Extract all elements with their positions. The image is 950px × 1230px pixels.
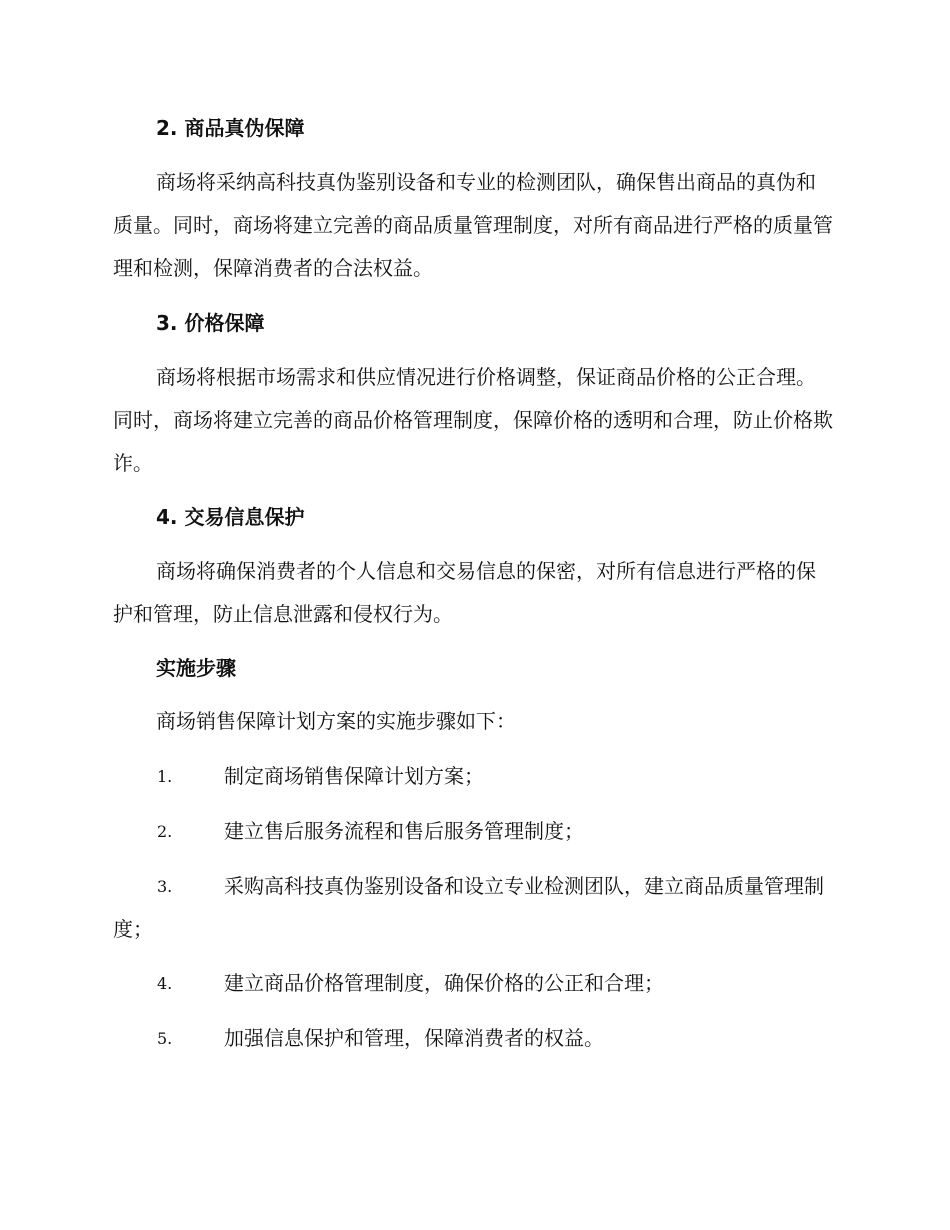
step-number: 3. <box>157 877 173 896</box>
section-heading-privacy: 4. 交易信息保护 <box>156 505 305 529</box>
step-item <box>113 1017 835 1060</box>
step-text: 建立商品价格管理制度，确保价格的公正和合理； <box>224 971 664 995</box>
step-item <box>113 865 835 951</box>
step-number: 2. <box>157 822 173 841</box>
step-item <box>113 755 835 798</box>
step-number: 1. <box>157 767 173 786</box>
step-text: 制定商场销售保障计划方案； <box>224 764 484 788</box>
step-number: 5. <box>157 1029 173 1048</box>
section-body-price: 商场将根据市场需求和供应情况进行价格调整，保证商品价格的公正合理。同时，商场将建立完善的商品价格管理制度，保障价格的透明和合理，防止价格欺诈。 <box>113 365 833 475</box>
section-body-authenticity: 商场将采纳高科技真伪鉴别设备和专业的检测团队，确保售出商品的真伪和质量。同时，商场将建立完善的商品质量管理制度，对所有商品进行严格的质量管理和检测，保障消费者的合法权益。 <box>113 170 833 280</box>
section-heading-price: 3. 价格保障 <box>156 311 265 335</box>
step-item <box>113 962 835 1005</box>
section-body-privacy: 商场将确保消费者的个人信息和交易信息的保密，对所有信息进行严格的保护和管理，防止信息泄露和侵权行为。 <box>113 559 816 626</box>
step-text: 建立售后服务流程和售后服务管理制度； <box>224 819 584 843</box>
section-heading-authenticity: 2. 商品真伪保障 <box>156 116 305 140</box>
implementation-intro: 商场销售保障计划方案的实施步骤如下： <box>156 709 516 733</box>
implementation-heading: 实施步骤 <box>156 656 236 680</box>
step-number: 4. <box>157 974 173 993</box>
step-text: 采购高科技真伪鉴别设备和设立专业检测团队，建立商品质量管理制度； <box>113 874 824 941</box>
step-item <box>113 810 835 853</box>
step-text: 加强信息保护和管理，保障消费者的权益。 <box>224 1026 604 1050</box>
